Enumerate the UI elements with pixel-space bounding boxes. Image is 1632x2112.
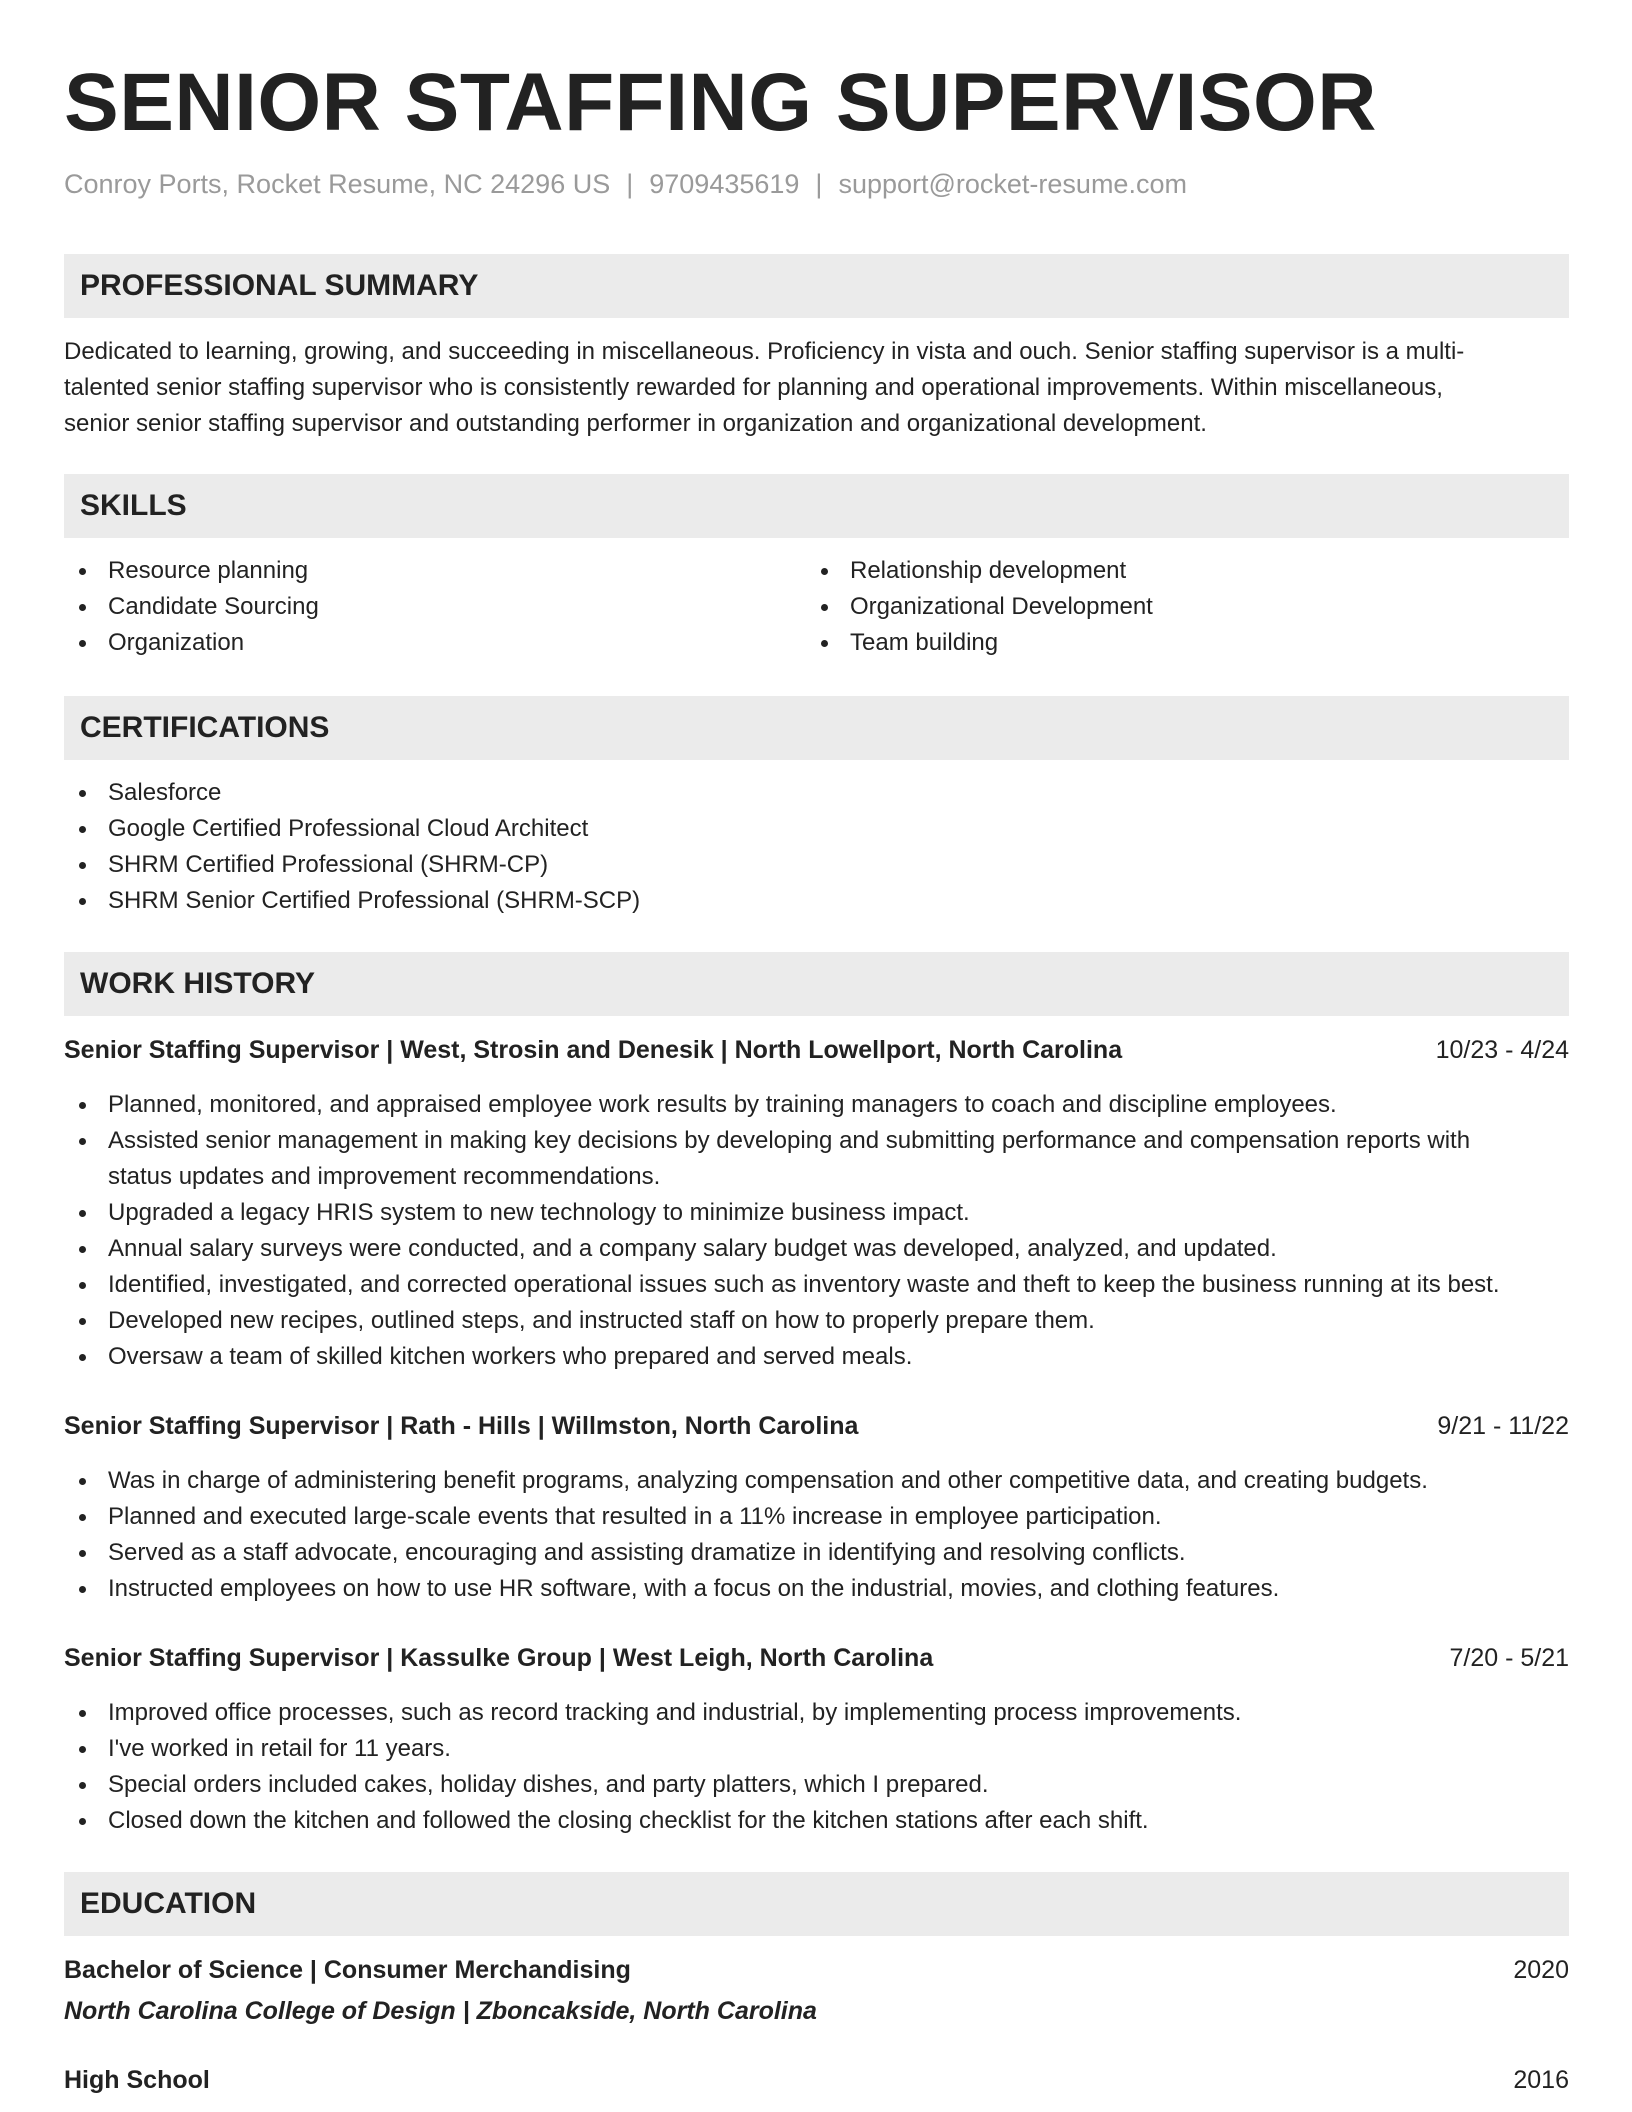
certification-item: SHRM Certified Professional (SHRM-CP) bbox=[64, 847, 1569, 883]
education-degree: Bachelor of Science | Consumer Merchandising bbox=[64, 1956, 631, 1984]
job-dates: 10/23 - 4/24 bbox=[1435, 1036, 1569, 1064]
education-degree: High School bbox=[64, 2066, 210, 2094]
job-header bbox=[64, 1640, 1569, 1676]
education-year: 2020 bbox=[1513, 1956, 1569, 1984]
summary-line: senior senior staffing supervisor and outstanding performer in organization and organizational development. bbox=[64, 410, 1207, 437]
job-bullets bbox=[64, 1463, 1569, 1607]
education-entry-header bbox=[64, 1952, 1569, 1988]
skills-section-header bbox=[64, 474, 1569, 538]
skill-item: Relationship development bbox=[806, 553, 1566, 589]
contact-separator: | bbox=[626, 169, 634, 199]
job-header bbox=[64, 1408, 1569, 1444]
job-bullet-line: Assisted senior management in making key decisions by developing and submitting performance and compensation reports with bbox=[108, 1127, 1471, 1154]
certification-item: Google Certified Professional Cloud Architect bbox=[64, 811, 1569, 847]
summary-line: Dedicated to learning, growing, and succeeding in miscellaneous. Proficiency in vista and ouch. Senior staffing supervisor is a multi- bbox=[64, 338, 1465, 365]
job-title: Senior Staffing Supervisor | West, Strosin and Denesik | North Lowellport, North Carolina bbox=[64, 1036, 1123, 1064]
contact-address: Conroy Ports, Rocket Resume, NC 24296 US bbox=[64, 169, 611, 199]
skills-heading: SKILLS bbox=[80, 489, 187, 522]
education-heading: EDUCATION bbox=[80, 1887, 257, 1920]
job-bullet: Planned, monitored, and appraised employee work results by training managers to coach and discipline employees. bbox=[64, 1087, 1569, 1123]
job-dates: 7/20 - 5/21 bbox=[1449, 1644, 1569, 1672]
job-bullets bbox=[64, 1695, 1569, 1839]
summary-line: talented senior staffing supervisor who is consistently rewarded for planning and operational improvements. Within miscellaneous, bbox=[64, 374, 1443, 401]
skill-item: Team building bbox=[806, 625, 1566, 661]
work-history-section-header bbox=[64, 952, 1569, 1016]
job-header bbox=[64, 1032, 1569, 1068]
contact-line bbox=[64, 166, 1187, 202]
job-title: Senior Staffing Supervisor | Kassulke Group | West Leigh, North Carolina bbox=[64, 1644, 934, 1672]
job-title: Senior Staffing Supervisor | Rath - Hills | Willmston, North Carolina bbox=[64, 1412, 859, 1440]
certifications-section-header bbox=[64, 696, 1569, 760]
job-bullet: Planned and executed large-scale events that resulted in a 11% increase in employee participation. bbox=[64, 1499, 1569, 1535]
job-bullet: Identified, investigated, and corrected operational issues such as inventory waste and theft to keep the business running at its best. bbox=[64, 1267, 1569, 1303]
job-bullet: Improved office processes, such as record tracking and industrial, by implementing process improvements. bbox=[64, 1695, 1569, 1731]
skill-item: Organizational Development bbox=[806, 589, 1566, 625]
certification-item: Salesforce bbox=[64, 775, 1569, 811]
skill-item: Candidate Sourcing bbox=[64, 589, 804, 625]
certifications-list bbox=[64, 775, 1569, 919]
education-entry-header bbox=[64, 2062, 1569, 2098]
contact-phone: 9709435619 bbox=[649, 169, 800, 199]
job-dates: 9/21 - 11/22 bbox=[1437, 1412, 1569, 1440]
skills-list-left bbox=[64, 553, 804, 661]
skill-item: Organization bbox=[64, 625, 804, 661]
job-bullet: Developed new recipes, outlined steps, and instructed staff on how to properly prepare them. bbox=[64, 1303, 1569, 1339]
education-section-header bbox=[64, 1872, 1569, 1936]
education-school: North Carolina College of Design | Zboncakside, North Carolina bbox=[64, 1997, 817, 2025]
job-bullet: Annual salary surveys were conducted, and a company salary budget was developed, analyzed, and updated. bbox=[64, 1231, 1569, 1267]
job-bullet-line: status updates and improvement recommendations. bbox=[108, 1163, 661, 1190]
job-bullet: Closed down the kitchen and followed the closing checklist for the kitchen stations after each shift. bbox=[64, 1803, 1569, 1839]
contact-email: support@rocket-resume.com bbox=[838, 169, 1187, 199]
summary-heading: PROFESSIONAL SUMMARY bbox=[80, 269, 479, 302]
education-year: 2016 bbox=[1513, 2066, 1569, 2094]
skills-list-right bbox=[806, 553, 1566, 661]
summary-text bbox=[64, 334, 1569, 442]
work-history-heading: WORK HISTORY bbox=[80, 967, 316, 1000]
certifications-heading: CERTIFICATIONS bbox=[80, 711, 330, 744]
job-bullet: Special orders included cakes, holiday dishes, and party platters, which I prepared. bbox=[64, 1767, 1569, 1803]
job-bullet: Was in charge of administering benefit programs, analyzing compensation and other competitive data, and creating budgets. bbox=[64, 1463, 1569, 1499]
job-bullets bbox=[64, 1087, 1569, 1375]
job-bullet: I've worked in retail for 11 years. bbox=[64, 1731, 1569, 1767]
job-bullet: Served as a staff advocate, encouraging and assisting dramatize in identifying and resolving conflicts. bbox=[64, 1535, 1569, 1571]
candidate-name: SENIOR STAFFING SUPERVISOR bbox=[64, 57, 1378, 148]
job-bullet: Oversaw a team of skilled kitchen workers who prepared and served meals. bbox=[64, 1339, 1569, 1375]
job-bullet: Instructed employees on how to use HR software, with a focus on the industrial, movies, and clothing features. bbox=[64, 1571, 1569, 1607]
skill-item: Resource planning bbox=[64, 553, 804, 589]
summary-section-header bbox=[64, 254, 1569, 318]
certification-item: SHRM Senior Certified Professional (SHRM-SCP) bbox=[64, 883, 1569, 919]
contact-separator: | bbox=[815, 169, 823, 199]
job-bullet bbox=[64, 1123, 1569, 1195]
job-bullet: Upgraded a legacy HRIS system to new technology to minimize business impact. bbox=[64, 1195, 1569, 1231]
